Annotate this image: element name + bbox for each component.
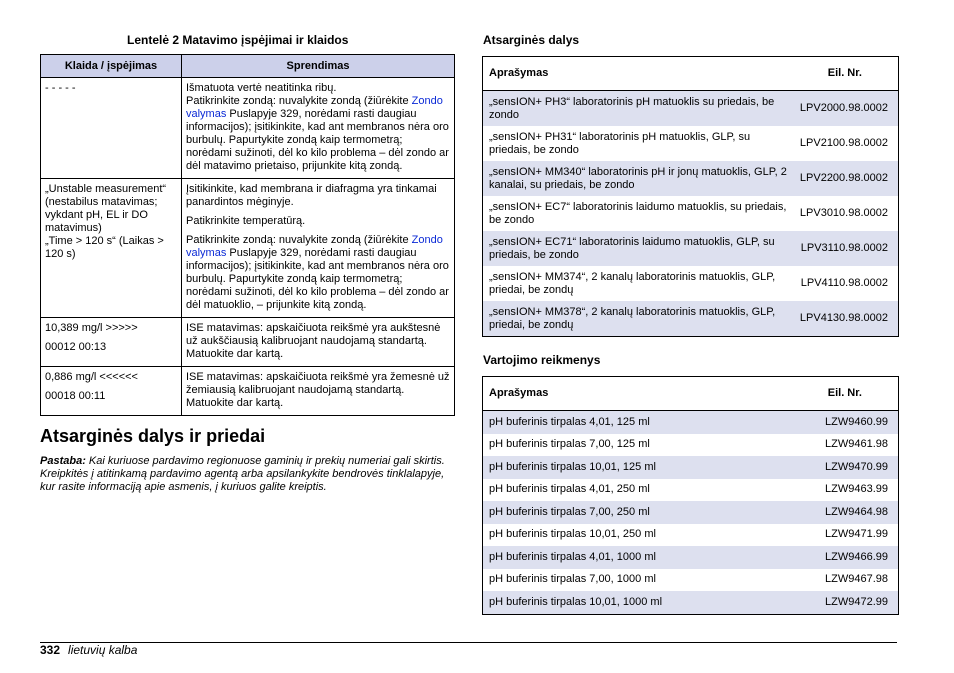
description-cell: pH buferinis tirpalas 4,01, 1000 ml <box>483 546 774 569</box>
solution-text: Patikrinkite temperatūrą. <box>186 215 306 227</box>
item-number-cell: LZW9467.98 <box>825 573 888 586</box>
consumables-title: Vartojimo reikmenys <box>483 353 601 367</box>
error-cell <box>41 78 182 179</box>
col-header-description: Aprašymas <box>483 377 774 411</box>
description-cell: „sensION+ MM340“ laboratorinis pH ir jonų matuoklis, GLP, 2 kanalai, su priedais, be zondo <box>483 161 794 196</box>
item-number-cell: LZW9470.99 <box>774 456 898 479</box>
solution-line: Puslapyje 329, norėdami rasti daugiau informacijos); įsitikinkite, kad ant membranos nėra oro burbulų. Papurtykite zondą kaip termometrą; norėdami sužinoti, dėl ko kilo problema – dėl zondo ar dėl matavimo prietaiso, prijunkite kitą zondą. <box>186 108 449 172</box>
table-row <box>483 231 898 266</box>
table-row <box>483 501 898 524</box>
solution-cell <box>182 78 455 179</box>
error-text: „Time > 120 s“ (Laikas > 120 s) <box>45 235 164 260</box>
item-number-cell: LPV3010.98.0002 <box>799 207 888 219</box>
item-number-cell: LPV3110.98.0002 <box>794 231 898 266</box>
probe-cleaning-link[interactable]: Zondo valymas <box>186 234 443 259</box>
error-text: 0,886 mg/l <<<<<< <box>45 371 138 383</box>
error-cell <box>41 179 182 318</box>
col-header-item-number: Eil. Nr. <box>794 57 898 91</box>
description-cell: pH buferinis tirpalas 4,01, 125 ml <box>483 411 774 434</box>
solution-text: ISE matavimas: apskaičiuota reikšmė yra žemesnė už žemiausią kalibruojant naudojamą standartą. Matuokite dar kartą. <box>186 371 450 409</box>
solution-text <box>186 234 450 312</box>
section-title: Atsarginės dalys ir priedai <box>40 426 266 446</box>
item-number-cell: LZW9464.98 <box>774 501 898 524</box>
table-row <box>483 126 898 161</box>
error-text: 00018 00:11 <box>45 390 106 402</box>
col-header-description: Aprašymas <box>483 57 794 91</box>
solution-line: Patikrinkite zondą: nuvalykite zondą (žiūrėkite <box>186 234 412 246</box>
description-cell: pH buferinis tirpalas 10,01, 125 ml <box>483 456 774 479</box>
footer-language: lietuvių kalba <box>68 643 138 657</box>
description-cell: „sensION+ PH31“ laboratorinis pH matuoklis, GLP, su priedais, be zondo <box>489 130 751 156</box>
note-text: Kai kuriuose pardavimo regionuose gaminių ir prekių numeriai gali skirtis. Kreipkitės į atitinkamą pardavimo agentą arba apsilankykite bendrovės tinklalapyje, kur rasite informaciją apie asmenis, į kuriuos galite kreiptis. <box>40 455 445 493</box>
error-table <box>40 54 455 416</box>
item-number-cell: LZW9472.99 <box>774 591 898 614</box>
note-paragraph <box>40 455 460 494</box>
description-cell: pH buferinis tirpalas 7,00, 1000 ml <box>489 573 656 586</box>
description-cell: pH buferinis tirpalas 10,01, 1000 ml <box>483 591 774 614</box>
item-number-cell: LPV4130.98.0002 <box>794 301 898 336</box>
col-header-item-number: Eil. Nr. <box>774 377 898 411</box>
item-number-cell: LPV2000.98.0002 <box>794 91 898 127</box>
table-row <box>483 411 898 434</box>
error-text: „Unstable measurement“ (nestabilus matavimas; vykdant pH, EL ir DO matavimus) <box>45 183 167 234</box>
error-text: 00012 00:13 <box>45 341 107 353</box>
description-cell: pH buferinis tirpalas 7,00, 250 ml <box>483 501 774 524</box>
table-caption: Lentelė 2 Matavimo įspėjimai ir klaidos <box>127 33 349 47</box>
item-number-cell: LZW9466.99 <box>774 546 898 569</box>
solution-text: Įsitikinkite, kad membrana ir diafragma yra tinkamai panardintos mėginyje. <box>186 183 437 208</box>
note-label: Pastaba: <box>40 455 86 467</box>
solution-line: Patikrinkite zondą: nuvalykite zondą (žiūrėkite <box>186 95 412 107</box>
page-number: 332 <box>40 643 61 657</box>
description-cell: „sensION+ PH3“ laboratorinis pH matuoklis su priedais, be zondo <box>483 91 794 127</box>
solution-text: ISE matavimas: apskaičiuota reikšmė yra aukštesnė už aukščiausią kalibruojant naudojamą standartą. Matuokite dar kartą. <box>186 322 441 360</box>
consumables-box <box>482 376 899 615</box>
probe-cleaning-link[interactable]: Zondo valymas <box>186 95 443 120</box>
table-row <box>483 569 898 592</box>
error-cell <box>41 367 182 416</box>
table-row <box>483 196 898 231</box>
solution-cell <box>182 179 455 318</box>
table-row <box>483 591 898 614</box>
item-number-cell: LZW9463.99 <box>825 483 888 496</box>
accessories-title: Atsarginės dalys <box>483 33 580 47</box>
table-row <box>483 546 898 569</box>
accessories-box <box>482 56 899 337</box>
table-row <box>483 301 898 336</box>
table-row <box>41 179 455 318</box>
col-header-solution: Sprendimas <box>182 55 455 78</box>
description-cell: pH buferinis tirpalas 4,01, 250 ml <box>489 483 650 496</box>
solution-text <box>186 82 450 173</box>
table-row <box>483 524 898 547</box>
col-header-error: Klaida / įspėjimas <box>41 55 182 78</box>
item-number-cell: LPV2200.98.0002 <box>794 161 898 196</box>
solution-cell <box>182 367 455 416</box>
description-cell: „sensION+ MM374“, 2 kanalų laboratorinis matuoklis, GLP, priedai, be zondų <box>489 270 776 296</box>
solution-line: Puslapyje 329, norėdami rasti daugiau informacijos); įsitikinkite, kad ant membranos nėra oro burbulų. Papurtykite zondą kaip termometrą; norėdami sužinoti, dėl ko kilo problema – dėl zondo ar dėl matuoklio, – prijunkite kitą zondą. <box>186 247 449 311</box>
table-row <box>483 91 898 127</box>
item-number-cell: LZW9471.99 <box>825 528 888 541</box>
footer-divider <box>40 642 897 643</box>
table-row <box>483 266 898 301</box>
table-row <box>483 434 898 457</box>
item-number-cell: LZW9460.99 <box>774 411 898 434</box>
description-cell: „sensION+ EC71“ laboratorinis laidumo matuoklis, GLP, su priedais, be zondo <box>483 231 794 266</box>
description-cell: „sensION+ MM378“, 2 kanalų laboratorinis matuoklis, GLP, priedai, be zondų <box>483 301 794 336</box>
consumables-table <box>483 377 898 614</box>
error-text: - - - - - <box>45 82 76 94</box>
description-cell: „sensION+ EC7“ laboratorinis laidumo matuoklis, su priedais, be zondo <box>489 200 787 226</box>
table-row <box>41 367 455 416</box>
table-row <box>41 318 455 367</box>
table-row <box>483 479 898 502</box>
table-row <box>483 161 898 196</box>
description-cell: pH buferinis tirpalas 10,01, 250 ml <box>489 528 656 541</box>
table-row <box>483 456 898 479</box>
accessories-table <box>483 57 898 336</box>
table-row <box>41 78 455 179</box>
description-cell: pH buferinis tirpalas 7,00, 125 ml <box>489 438 650 451</box>
error-cell <box>41 318 182 367</box>
item-number-cell: LZW9461.98 <box>825 438 888 451</box>
item-number-cell: LPV2100.98.0002 <box>799 137 888 149</box>
solution-line: Išmatuota vertė neatitinka ribų. <box>186 82 337 94</box>
solution-cell <box>182 318 455 367</box>
page-footer <box>40 643 137 657</box>
error-text: 10,389 mg/l >>>>> <box>45 322 138 334</box>
item-number-cell: LPV4110.98.0002 <box>800 277 888 289</box>
